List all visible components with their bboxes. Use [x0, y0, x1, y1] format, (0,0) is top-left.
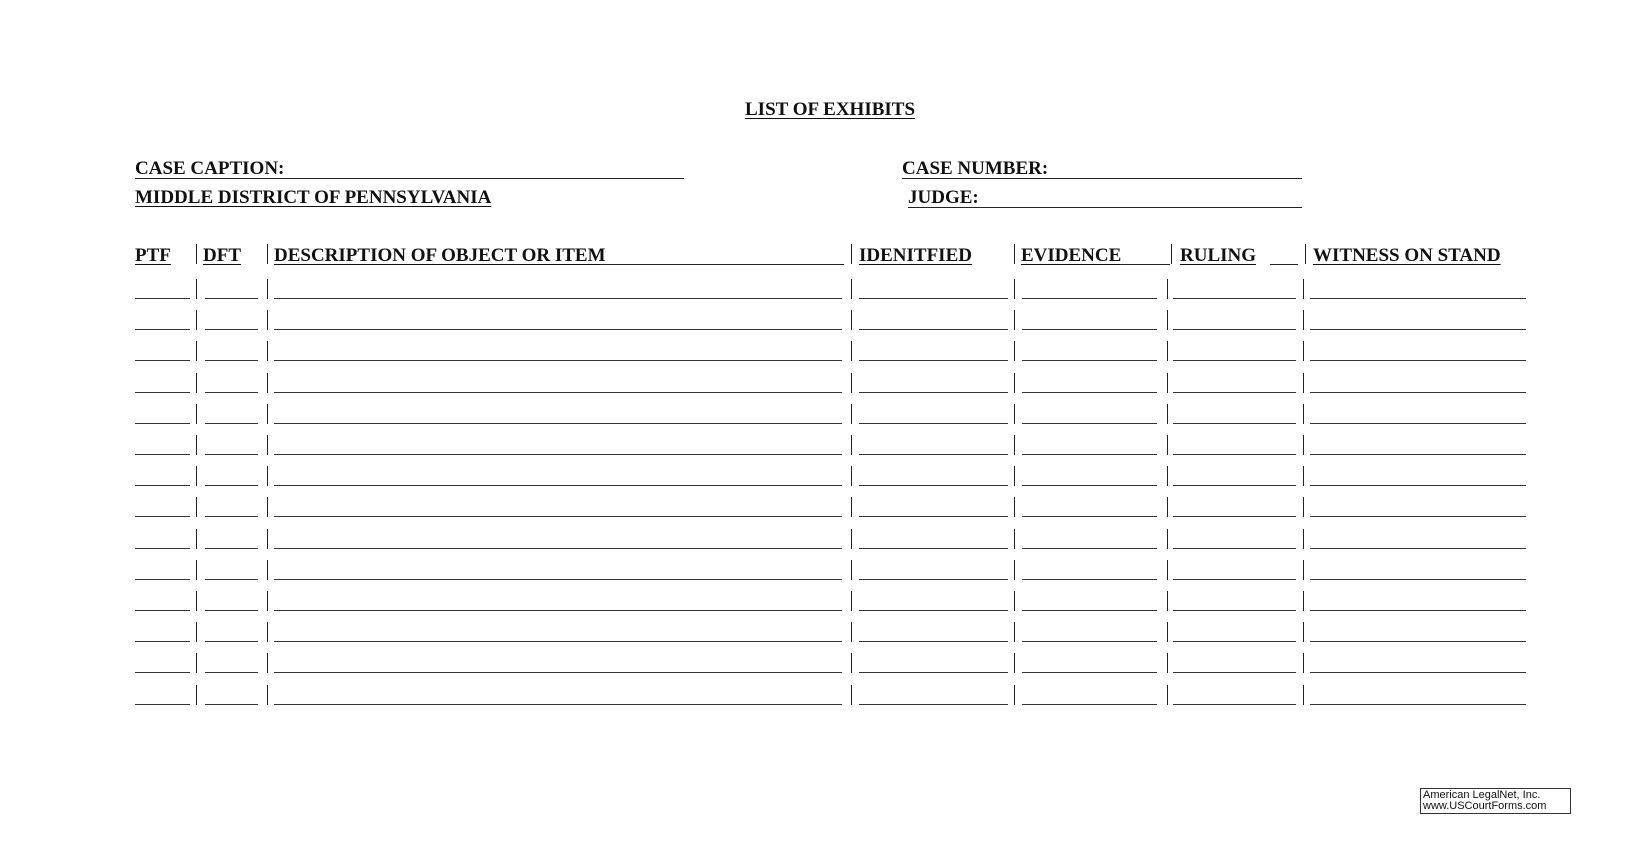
description-field[interactable]: [274, 372, 842, 393]
column-divider: [196, 529, 197, 549]
publisher-name: American LegalNet, Inc.: [1423, 789, 1541, 801]
dft-field[interactable]: [205, 340, 258, 361]
column-header-ptf: PTF: [135, 245, 171, 266]
dft-field[interactable]: [205, 434, 258, 455]
ruling-field[interactable]: [1173, 372, 1296, 393]
dft-field[interactable]: [205, 309, 258, 330]
witness-field[interactable]: [1310, 684, 1526, 705]
description-field[interactable]: [274, 403, 842, 424]
description-field[interactable]: [274, 465, 842, 486]
column-divider: [851, 497, 852, 517]
ptf-field[interactable]: [135, 434, 190, 455]
column-divider: [851, 653, 852, 673]
case-caption-label: CASE CAPTION:: [135, 158, 285, 179]
column-divider: [851, 685, 852, 705]
evidence-field[interactable]: [1022, 465, 1157, 486]
column-divider: [1014, 404, 1015, 424]
column-divider: [1014, 435, 1015, 455]
description-field[interactable]: [274, 340, 842, 361]
witness-field[interactable]: [1310, 496, 1526, 517]
dft-field[interactable]: [205, 590, 258, 611]
column-divider: [1014, 591, 1015, 611]
description-field[interactable]: [274, 621, 842, 642]
dft-field[interactable]: [205, 684, 258, 705]
column-divider: [1014, 497, 1015, 517]
description-field[interactable]: [274, 434, 842, 455]
column-divider: [196, 404, 197, 424]
identified-field[interactable]: [859, 278, 1008, 299]
column-divider: [851, 404, 852, 424]
ruling-field[interactable]: [1173, 465, 1296, 486]
column-divider: [267, 529, 268, 549]
witness-field[interactable]: [1310, 340, 1526, 361]
description-field[interactable]: [274, 590, 842, 611]
column-divider: [1167, 341, 1168, 361]
column-divider: [1167, 404, 1168, 424]
witness-field[interactable]: [1310, 434, 1526, 455]
evidence-field[interactable]: [1022, 684, 1157, 705]
column-divider: [851, 466, 852, 486]
column-divider: [1167, 560, 1168, 580]
column-header-identified: IDENITFIED: [859, 245, 972, 266]
evidence-field[interactable]: [1022, 559, 1157, 580]
column-divider: [1014, 529, 1015, 549]
publisher-footer: [1420, 788, 1571, 814]
column-divider: [196, 497, 197, 517]
column-divider: [1167, 685, 1168, 705]
evidence-field[interactable]: [1022, 528, 1157, 549]
column-divider: [267, 373, 268, 393]
ruling-field[interactable]: [1173, 652, 1296, 673]
ptf-field[interactable]: [135, 528, 190, 549]
column-header-evidence: EVIDENCE: [1021, 245, 1122, 266]
dft-field[interactable]: [205, 559, 258, 580]
column-divider: [267, 466, 268, 486]
column-divider: [1167, 529, 1168, 549]
evidence-field[interactable]: [1022, 496, 1157, 517]
column-divider: [1014, 244, 1015, 264]
ruling-field[interactable]: [1173, 403, 1296, 424]
ruling-field[interactable]: [1173, 621, 1296, 642]
evidence-field[interactable]: [1022, 372, 1157, 393]
column-divider: [267, 310, 268, 330]
publisher-website: www.USCourtForms.com: [1423, 800, 1547, 812]
ptf-field[interactable]: [135, 372, 190, 393]
dft-field[interactable]: [205, 496, 258, 517]
column-divider: [1167, 466, 1168, 486]
column-divider: [1171, 244, 1172, 264]
witness-field[interactable]: [1310, 652, 1526, 673]
column-divider: [1014, 653, 1015, 673]
column-divider: [1014, 560, 1015, 580]
column-divider: [267, 560, 268, 580]
identified-field[interactable]: [859, 528, 1008, 549]
ptf-field[interactable]: [135, 403, 190, 424]
dft-field[interactable]: [205, 465, 258, 486]
column-divider: [851, 279, 852, 299]
dft-field[interactable]: [205, 528, 258, 549]
column-divider: [1303, 529, 1304, 549]
column-divider: [196, 622, 197, 642]
column-divider: [851, 529, 852, 549]
identified-field[interactable]: [859, 652, 1008, 673]
description-field[interactable]: [274, 684, 842, 705]
column-divider: [851, 622, 852, 642]
column-divider: [267, 685, 268, 705]
evidence-field[interactable]: [1022, 340, 1157, 361]
identified-field[interactable]: [859, 340, 1008, 361]
dft-field[interactable]: [205, 278, 258, 299]
column-divider: [1303, 341, 1304, 361]
evidence-field[interactable]: [1022, 278, 1157, 299]
column-divider: [1167, 373, 1168, 393]
column-divider: [851, 310, 852, 330]
column-divider: [851, 373, 852, 393]
judge-field[interactable]: [908, 207, 1302, 208]
case-caption-field[interactable]: [135, 178, 684, 179]
column-divider: [196, 591, 197, 611]
case-number-label: CASE NUMBER:: [902, 158, 1049, 179]
column-divider: [1303, 497, 1304, 517]
evidence-field[interactable]: [1022, 309, 1157, 330]
column-divider: [196, 373, 197, 393]
column-divider: [196, 244, 197, 264]
column-divider: [267, 341, 268, 361]
witness-field[interactable]: [1310, 465, 1526, 486]
ruling-field[interactable]: [1173, 528, 1296, 549]
column-divider: [196, 435, 197, 455]
witness-field[interactable]: [1310, 278, 1526, 299]
identified-field[interactable]: [859, 559, 1008, 580]
column-divider: [1303, 653, 1304, 673]
column-divider: [1303, 435, 1304, 455]
description-field[interactable]: [274, 559, 842, 580]
column-divider: [1303, 591, 1304, 611]
ptf-field[interactable]: [135, 559, 190, 580]
column-header-ruling: RULING: [1180, 245, 1257, 266]
ruling-field[interactable]: [1173, 340, 1296, 361]
identified-field[interactable]: [859, 372, 1008, 393]
column-divider: [196, 685, 197, 705]
ptf-field[interactable]: [135, 309, 190, 330]
column-divider: [196, 560, 197, 580]
column-divider: [267, 622, 268, 642]
dft-field[interactable]: [205, 652, 258, 673]
column-divider: [851, 560, 852, 580]
column-divider: [196, 653, 197, 673]
document-title: LIST OF EXHIBITS: [745, 99, 916, 120]
case-number-field[interactable]: [902, 178, 1302, 179]
ruling-field[interactable]: [1173, 278, 1296, 299]
column-divider: [196, 310, 197, 330]
column-divider: [1303, 310, 1304, 330]
column-divider: [1167, 435, 1168, 455]
identified-field[interactable]: [859, 496, 1008, 517]
ptf-field[interactable]: [135, 340, 190, 361]
district-label: MIDDLE DISTRICT OF PENNSYLVANIA: [135, 187, 492, 208]
ptf-field[interactable]: [135, 590, 190, 611]
ptf-field[interactable]: [135, 278, 190, 299]
column-header-underline: [1120, 264, 1170, 265]
evidence-field[interactable]: [1022, 590, 1157, 611]
witness-field[interactable]: [1310, 372, 1526, 393]
column-divider: [1303, 622, 1304, 642]
column-divider: [267, 653, 268, 673]
judge-label: JUDGE:: [908, 187, 979, 208]
column-divider: [267, 435, 268, 455]
dft-field[interactable]: [205, 403, 258, 424]
identified-field[interactable]: [859, 684, 1008, 705]
ruling-field[interactable]: [1173, 434, 1296, 455]
evidence-field[interactable]: [1022, 434, 1157, 455]
description-field[interactable]: [274, 309, 842, 330]
column-divider: [267, 497, 268, 517]
description-field[interactable]: [274, 278, 842, 299]
column-header-description: DESCRIPTION OF OBJECT OR ITEM: [274, 245, 606, 266]
column-divider: [1014, 341, 1015, 361]
column-divider: [1014, 279, 1015, 299]
witness-field[interactable]: [1310, 590, 1526, 611]
ruling-field[interactable]: [1173, 309, 1296, 330]
column-divider: [1167, 310, 1168, 330]
identified-field[interactable]: [859, 403, 1008, 424]
column-divider: [1303, 466, 1304, 486]
column-divider: [267, 591, 268, 611]
column-divider: [1167, 653, 1168, 673]
column-divider: [851, 341, 852, 361]
column-divider: [1167, 497, 1168, 517]
witness-field[interactable]: [1310, 309, 1526, 330]
column-header-witness: WITNESS ON STAND: [1313, 245, 1501, 266]
column-divider: [851, 435, 852, 455]
dft-field[interactable]: [205, 372, 258, 393]
column-divider: [1303, 373, 1304, 393]
identified-field[interactable]: [859, 465, 1008, 486]
column-header-dft: DFT: [203, 245, 241, 266]
column-divider: [267, 244, 268, 264]
column-divider: [1303, 404, 1304, 424]
column-divider: [1303, 560, 1304, 580]
column-header-underline: [1270, 264, 1298, 265]
ptf-field[interactable]: [135, 684, 190, 705]
identified-field[interactable]: [859, 590, 1008, 611]
ruling-field[interactable]: [1173, 590, 1296, 611]
ptf-field[interactable]: [135, 652, 190, 673]
column-divider: [1167, 591, 1168, 611]
ptf-field[interactable]: [135, 621, 190, 642]
column-divider: [1014, 310, 1015, 330]
ptf-field[interactable]: [135, 496, 190, 517]
column-divider: [851, 591, 852, 611]
column-divider: [196, 279, 197, 299]
ptf-field[interactable]: [135, 465, 190, 486]
column-divider: [1305, 244, 1306, 264]
column-divider: [1303, 685, 1304, 705]
ruling-field[interactable]: [1173, 559, 1296, 580]
identified-field[interactable]: [859, 309, 1008, 330]
description-field[interactable]: [274, 528, 842, 549]
identified-field[interactable]: [859, 434, 1008, 455]
column-header-underline: [600, 264, 844, 265]
column-divider: [267, 279, 268, 299]
witness-field[interactable]: [1310, 528, 1526, 549]
ruling-field[interactable]: [1173, 496, 1296, 517]
description-field[interactable]: [274, 496, 842, 517]
description-field[interactable]: [274, 652, 842, 673]
evidence-field[interactable]: [1022, 652, 1157, 673]
column-divider: [1303, 279, 1304, 299]
column-divider: [196, 341, 197, 361]
witness-field[interactable]: [1310, 621, 1526, 642]
evidence-field[interactable]: [1022, 403, 1157, 424]
column-divider: [1167, 279, 1168, 299]
evidence-field[interactable]: [1022, 621, 1157, 642]
column-divider: [267, 404, 268, 424]
column-divider: [1167, 622, 1168, 642]
identified-field[interactable]: [859, 621, 1008, 642]
column-divider: [1014, 466, 1015, 486]
column-divider: [1014, 622, 1015, 642]
column-divider: [1014, 685, 1015, 705]
witness-field[interactable]: [1310, 403, 1526, 424]
witness-field[interactable]: [1310, 559, 1526, 580]
column-divider: [851, 244, 852, 264]
column-divider: [196, 466, 197, 486]
column-divider: [1014, 373, 1015, 393]
dft-field[interactable]: [205, 621, 258, 642]
ruling-field[interactable]: [1173, 684, 1296, 705]
